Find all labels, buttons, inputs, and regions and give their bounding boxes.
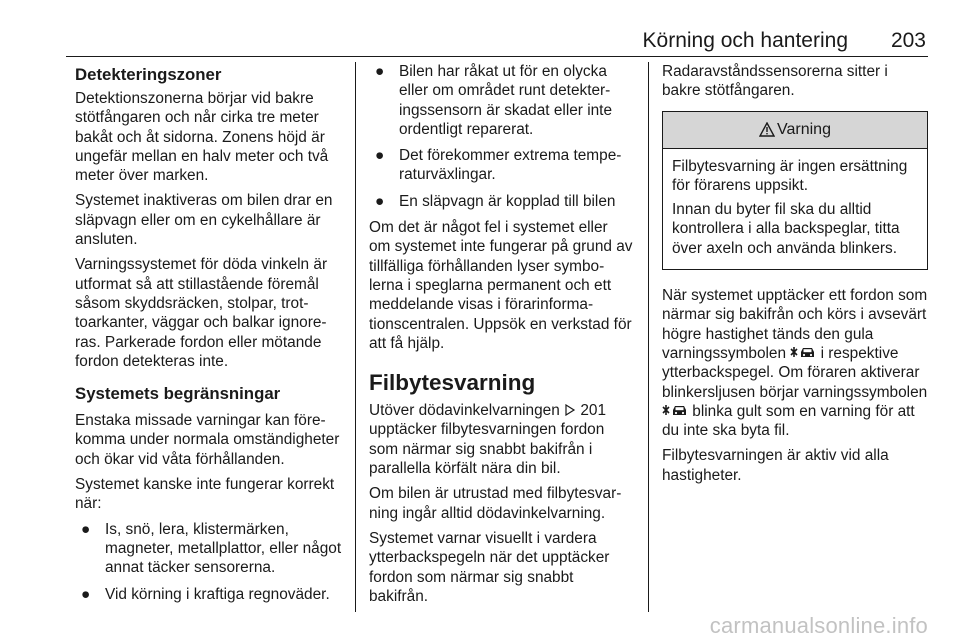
list-item: ● Det förekommer extrema temperaturväxlingar.: [375, 147, 622, 184]
page-number: 203: [890, 29, 926, 52]
bullet-icon: ●: [375, 192, 385, 210]
watermark: carmanualsonline.info: [709, 613, 928, 638]
column-3: [662, 62, 928, 491]
column-2: [369, 62, 633, 612]
bullet-icon: ●: [375, 147, 385, 165]
paragraph: Filbytesvarning är ingen ersättning för förarens uppsikt.: [672, 157, 908, 194]
heading-lane-change-alert: Filbytesvarning: [369, 370, 536, 396]
lane-change-warning-icon: [790, 345, 816, 359]
heading-detection-zones: Detekteringszoner: [75, 65, 222, 84]
column-divider-2: [648, 62, 649, 612]
column-divider-1: [355, 62, 356, 612]
chapter-title: Körning och hantering: [642, 29, 848, 52]
paragraph: Systemet varnar visuellt i vardera ytterbackspegeln när det upptäcker fordon som närmar sig snabbt bakifrån.: [369, 529, 610, 605]
paragraph: När systemet upptäcker ett fordon som närmar sig bakifrån och körs i avsevärt högre hastighet tänds den gula varningssymbolen i respektive ytterbackspegel. Om föraren aktiverar blinkersljusen börjar varningssymbolen blinka gult som en varning för att du inte ska byta fil.: [662, 287, 928, 440]
heading-system-limits: Systemets begränsningar: [75, 384, 281, 404]
paragraph: Om bilen är utrustad med filbytesvarning ingår alltid dödavinkelvarning.: [369, 485, 622, 522]
warning-title: Varning: [777, 120, 831, 138]
warning-header: [663, 112, 927, 149]
paragraph: Systemet inaktiveras om bilen drar en släpvagn eller om en cykelhållare är ansluten.: [75, 192, 333, 249]
paragraph: Filbytesvarningen är aktiv vid alla hastigheter.: [662, 447, 889, 484]
bullet-list: [369, 62, 633, 211]
bullet-icon: ●: [81, 585, 91, 603]
paragraph: Varningssystemet för döda vinkeln är utformat så att stillastående föremål såsom skyddsräcken, stolpar, trottoarkanter, väggar och balkar ignoreras. Parkerade fordon eller mötande fordon detekteras inte.: [75, 256, 328, 370]
list-item: ● Vid körning i kraftiga regnoväder.: [81, 585, 330, 603]
warning-body: [663, 149, 927, 269]
list-item: ● En släpvagn är kopplad till bilen: [375, 192, 616, 210]
lane-change-warning-icon: [662, 403, 688, 417]
bullet-icon: ●: [375, 63, 385, 80]
page-header: [66, 28, 928, 57]
paragraph: Om det är något fel i systemet eller om systemet inte fungerar på grund av tillfälliga förhållanden lyser symbolerna i speglarna permanent och ett meddelande visas i förarinformationscentralen. Uppsök en verkstad för att få hjälp.: [369, 219, 633, 352]
column-1: [75, 62, 345, 611]
warning-box: [662, 111, 928, 270]
page-reference-link[interactable]: 201: [580, 402, 607, 420]
bullet-list: [75, 520, 345, 604]
paragraph: Utöver dödavinkelvarningen 201 upptäcker filbytesvarningen fordon som närmar sig snabbt bakifrån i parallella körfält nära din bil.: [369, 402, 607, 478]
list-item: ● Bilen har råkat ut för en olycka eller om området runt detekteringssensorn är skadat eller inte ordentligt reparerat.: [375, 63, 613, 138]
warning-triangle-icon: [759, 122, 775, 137]
paragraph: Detektionszonerna börjar vid bakre stötfångaren och når cirka tre meter bakåt och åt sidorna. Zonens höjd är ungefär mellan en halv meter och två meter över marken.: [75, 90, 329, 185]
paragraph: Systemet kanske inte fungerar korrekt när:: [75, 476, 335, 513]
page-reference-icon: [564, 404, 576, 416]
paragraph: Radaravståndssensorerna sitter i bakre stötfångaren.: [662, 63, 888, 100]
paragraph: Innan du byter fil ska du alltid kontrollera i alla backspeglar, titta över axeln och använda blinkers.: [672, 201, 900, 257]
bullet-icon: ●: [81, 520, 91, 538]
paragraph: Enstaka missade varningar kan förekomma under normala omständigheter och ökar vid våta förhållanden.: [75, 412, 340, 468]
list-item: ● Is, snö, lera, klistermärken, magneter, metallplattor, eller något annat täcker sensorerna.: [81, 520, 342, 577]
